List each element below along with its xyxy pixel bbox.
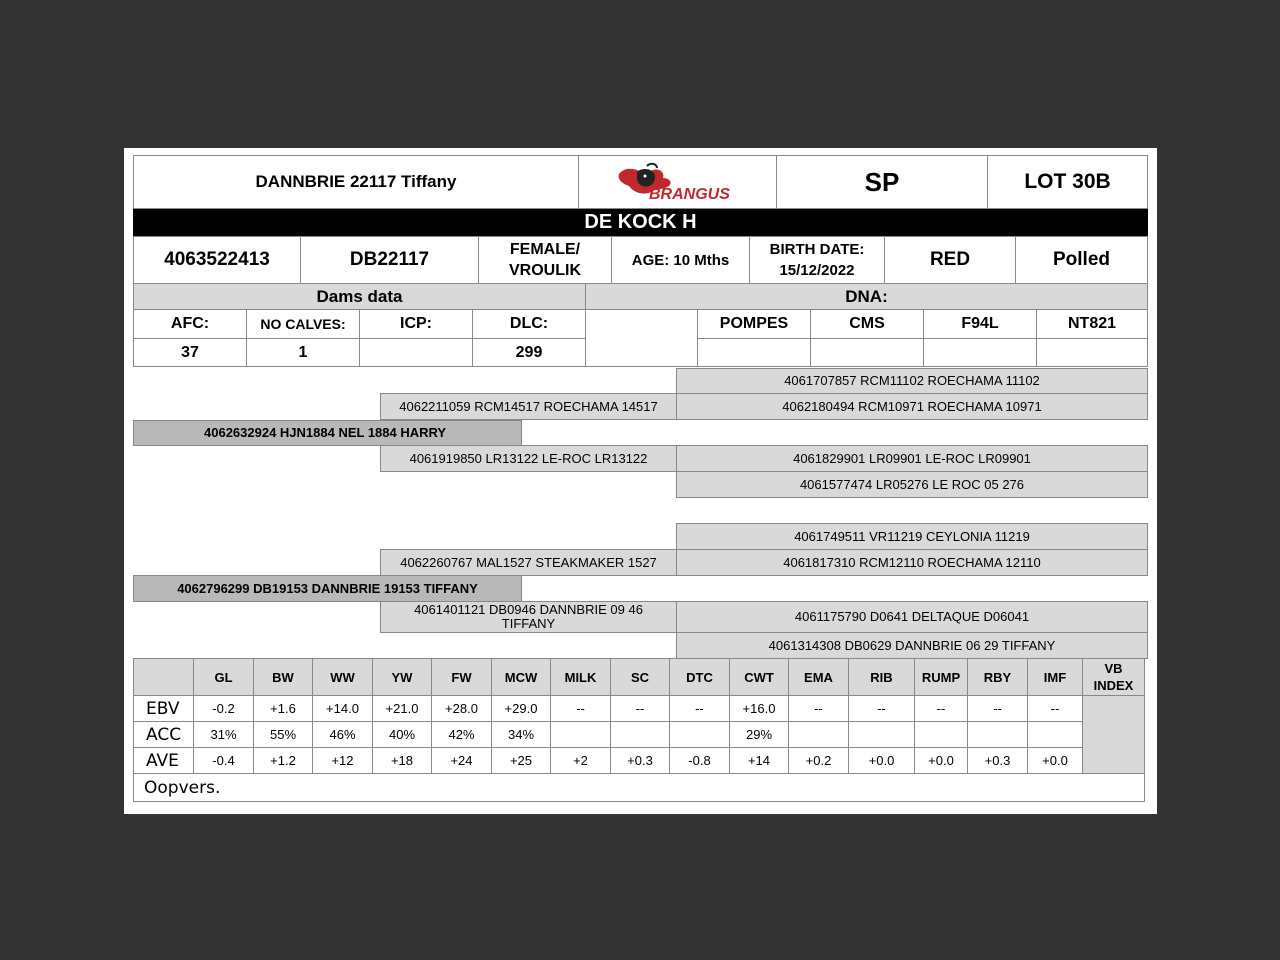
- svg-text:BRANGUS: BRANGUS: [648, 186, 730, 202]
- dlc-header: DLC:: [472, 309, 586, 339]
- ebv-cell: [789, 722, 849, 748]
- pedigree-sire-dam-dam: 4061577474 LR05276 LE ROC 05 276: [676, 471, 1148, 498]
- col-bw: BW: [254, 659, 313, 696]
- col-imf: IMF: [1028, 659, 1083, 696]
- lot-number: LOT 30B: [987, 155, 1148, 209]
- ebv-cell: 29%: [730, 722, 789, 748]
- sex: FEMALE/ VROULIK: [478, 236, 612, 284]
- birth-date-label: BIRTH DATE:: [769, 241, 865, 258]
- col-gl: GL: [194, 659, 254, 696]
- ebv-cell: [1028, 722, 1083, 748]
- ebv-cell: -0.8: [670, 748, 730, 774]
- ebv-header-row: [134, 659, 1145, 696]
- col-cwt: CWT: [730, 659, 789, 696]
- ebv-cell: --: [551, 696, 611, 722]
- col-ema: EMA: [789, 659, 849, 696]
- col-mcw: MCW: [492, 659, 551, 696]
- col-vb-index: VB INDEX: [1083, 659, 1145, 696]
- ebv-row-label: AVE: [134, 748, 194, 774]
- ebv-cell: -0.2: [194, 696, 254, 722]
- pedigree-sire-sire-dam: 4062180494 RCM10971 ROECHAMA 10971: [676, 393, 1148, 420]
- ebv-cell: --: [670, 696, 730, 722]
- ebv-cell: +21.0: [373, 696, 432, 722]
- dna-pompes-header: POMPES: [697, 309, 811, 339]
- ebv-cell: +14: [730, 748, 789, 774]
- col-rump: RUMP: [915, 659, 968, 696]
- ebv-cell: +0.2: [789, 748, 849, 774]
- afc-value: 37: [133, 338, 247, 367]
- ebv-cell: +28.0: [432, 696, 492, 722]
- pedigree-dam-sire: 4062260767 MAL1527 STEAKMAKER 1527: [380, 549, 677, 576]
- col-rib: RIB: [849, 659, 915, 696]
- ebv-cell: --: [789, 696, 849, 722]
- col-fw: FW: [432, 659, 492, 696]
- ebv-cell: +29.0: [492, 696, 551, 722]
- bull-head-icon: [613, 162, 743, 202]
- afc-header: AFC:: [133, 309, 247, 339]
- breeder-banner: DE KOCK H: [133, 209, 1148, 236]
- ebv-cell: +0.3: [968, 748, 1028, 774]
- ebv-cell: [915, 722, 968, 748]
- pedigree-dam-dam-dam: 4061314308 DB0629 DANNBRIE 06 29 TIFFANY: [676, 632, 1148, 659]
- ebv-cell: +1.2: [254, 748, 313, 774]
- ebv-cell: +25: [492, 748, 551, 774]
- ebv-cell: +0.0: [849, 748, 915, 774]
- no-calves-header: NO CALVES:: [246, 309, 360, 339]
- dna-blank: [585, 309, 698, 367]
- dna-f94l-header: F94L: [923, 309, 1037, 339]
- ebv-cell: 34%: [492, 722, 551, 748]
- no-calves-value: 1: [246, 338, 360, 367]
- ebv-cell: 31%: [194, 722, 254, 748]
- pedigree-dam-sire-dam: 4061817310 RCM12110 ROECHAMA 12110: [676, 549, 1148, 576]
- ebv-cell: [670, 722, 730, 748]
- ebv-cell: [611, 722, 670, 748]
- ebv-row-label: ACC: [134, 722, 194, 748]
- dna-nt821-header: NT821: [1036, 309, 1148, 339]
- herd-code: DB22117: [300, 236, 479, 284]
- pedigree-sire-dam-sire: 4061829901 LR09901 LE-ROC LR09901: [676, 445, 1148, 472]
- ebv-cell: [551, 722, 611, 748]
- ebv-cell: --: [968, 696, 1028, 722]
- colour: RED: [884, 236, 1016, 284]
- ebv-row-acc: [134, 722, 1145, 748]
- pedigree-dam-sire-sire: 4061749511 VR11219 CEYLONIA 11219: [676, 523, 1148, 550]
- ebv-cell: --: [849, 696, 915, 722]
- ebv-cell: -0.4: [194, 748, 254, 774]
- col-sc: SC: [611, 659, 670, 696]
- age: AGE: 10 Mths: [611, 236, 750, 284]
- pedigree-sire-sire-sire: 4061707857 RCM11102 ROECHAMA 11102: [676, 368, 1148, 394]
- ebv-corner: [134, 659, 194, 696]
- ebv-cell: --: [611, 696, 670, 722]
- notes-row: [134, 774, 1145, 802]
- vb-index-value: [1083, 696, 1145, 774]
- birth-date: [749, 236, 885, 284]
- col-milk: MILK: [551, 659, 611, 696]
- dna-cms-header: CMS: [810, 309, 924, 339]
- ebv-cell: +14.0: [313, 696, 373, 722]
- ebv-cell: +18: [373, 748, 432, 774]
- ebv-cell: --: [915, 696, 968, 722]
- ebv-cell: +0.0: [915, 748, 968, 774]
- col-yw: YW: [373, 659, 432, 696]
- ebv-row-label: EBV: [134, 696, 194, 722]
- pedigree-dam: 4062796299 DB19153 DANNBRIE 19153 TIFFANY: [133, 575, 522, 602]
- col-dtc: DTC: [670, 659, 730, 696]
- col-ww: WW: [313, 659, 373, 696]
- brangus-logo: [578, 155, 777, 209]
- dna-cms-value: [810, 338, 924, 367]
- ebv-cell: +0.3: [611, 748, 670, 774]
- dna-f94l-value: [923, 338, 1037, 367]
- sale-lot-card: [124, 148, 1157, 814]
- id-number: 4063522413: [133, 236, 301, 284]
- ebv-cell: +2: [551, 748, 611, 774]
- ebv-cell: +0.0: [1028, 748, 1083, 774]
- birth-date-value: 15/12/2022: [779, 262, 855, 279]
- ebv-cell: 42%: [432, 722, 492, 748]
- pedigree-sire: 4062632924 HJN1884 NEL 1884 HARRY: [133, 420, 522, 446]
- ebv-cell: +12: [313, 748, 373, 774]
- animal-name: DANNBRIE 22117 Tiffany: [133, 155, 579, 209]
- pedigree-dam-dam: 4061401121 DB0946 DANNBRIE 09 46 TIFFANY: [380, 601, 677, 633]
- dams-data-title: Dams data: [133, 283, 586, 310]
- pedigree-sire-sire: 4062211059 RCM14517 ROECHAMA 14517: [380, 393, 677, 420]
- ebv-cell: +1.6: [254, 696, 313, 722]
- ebv-row-ave: [134, 748, 1145, 774]
- icp-header: ICP:: [359, 309, 473, 339]
- ebv-cell: 46%: [313, 722, 373, 748]
- ebv-cell: [849, 722, 915, 748]
- dna-title: DNA:: [585, 283, 1148, 310]
- dna-nt821-value: [1036, 338, 1148, 367]
- ebv-cell: 55%: [254, 722, 313, 748]
- horn-status: Polled: [1015, 236, 1148, 284]
- ebv-cell: 40%: [373, 722, 432, 748]
- icp-value: [359, 338, 473, 367]
- notes-cell: Oopvers.: [134, 774, 1145, 802]
- pedigree-dam-dam-sire: 4061175790 D0641 DELTAQUE D06041: [676, 601, 1148, 633]
- dlc-value: 299: [472, 338, 586, 367]
- pedigree-sire-dam: 4061919850 LR13122 LE-ROC LR13122: [380, 445, 677, 472]
- ebv-table: [133, 658, 1145, 802]
- dna-pompes-value: [697, 338, 811, 367]
- ebv-row-ebv: [134, 696, 1145, 722]
- class-code: SP: [776, 155, 988, 209]
- ebv-cell: +24: [432, 748, 492, 774]
- ebv-cell: --: [1028, 696, 1083, 722]
- col-rby: RBY: [968, 659, 1028, 696]
- ebv-cell: +16.0: [730, 696, 789, 722]
- ebv-cell: [968, 722, 1028, 748]
